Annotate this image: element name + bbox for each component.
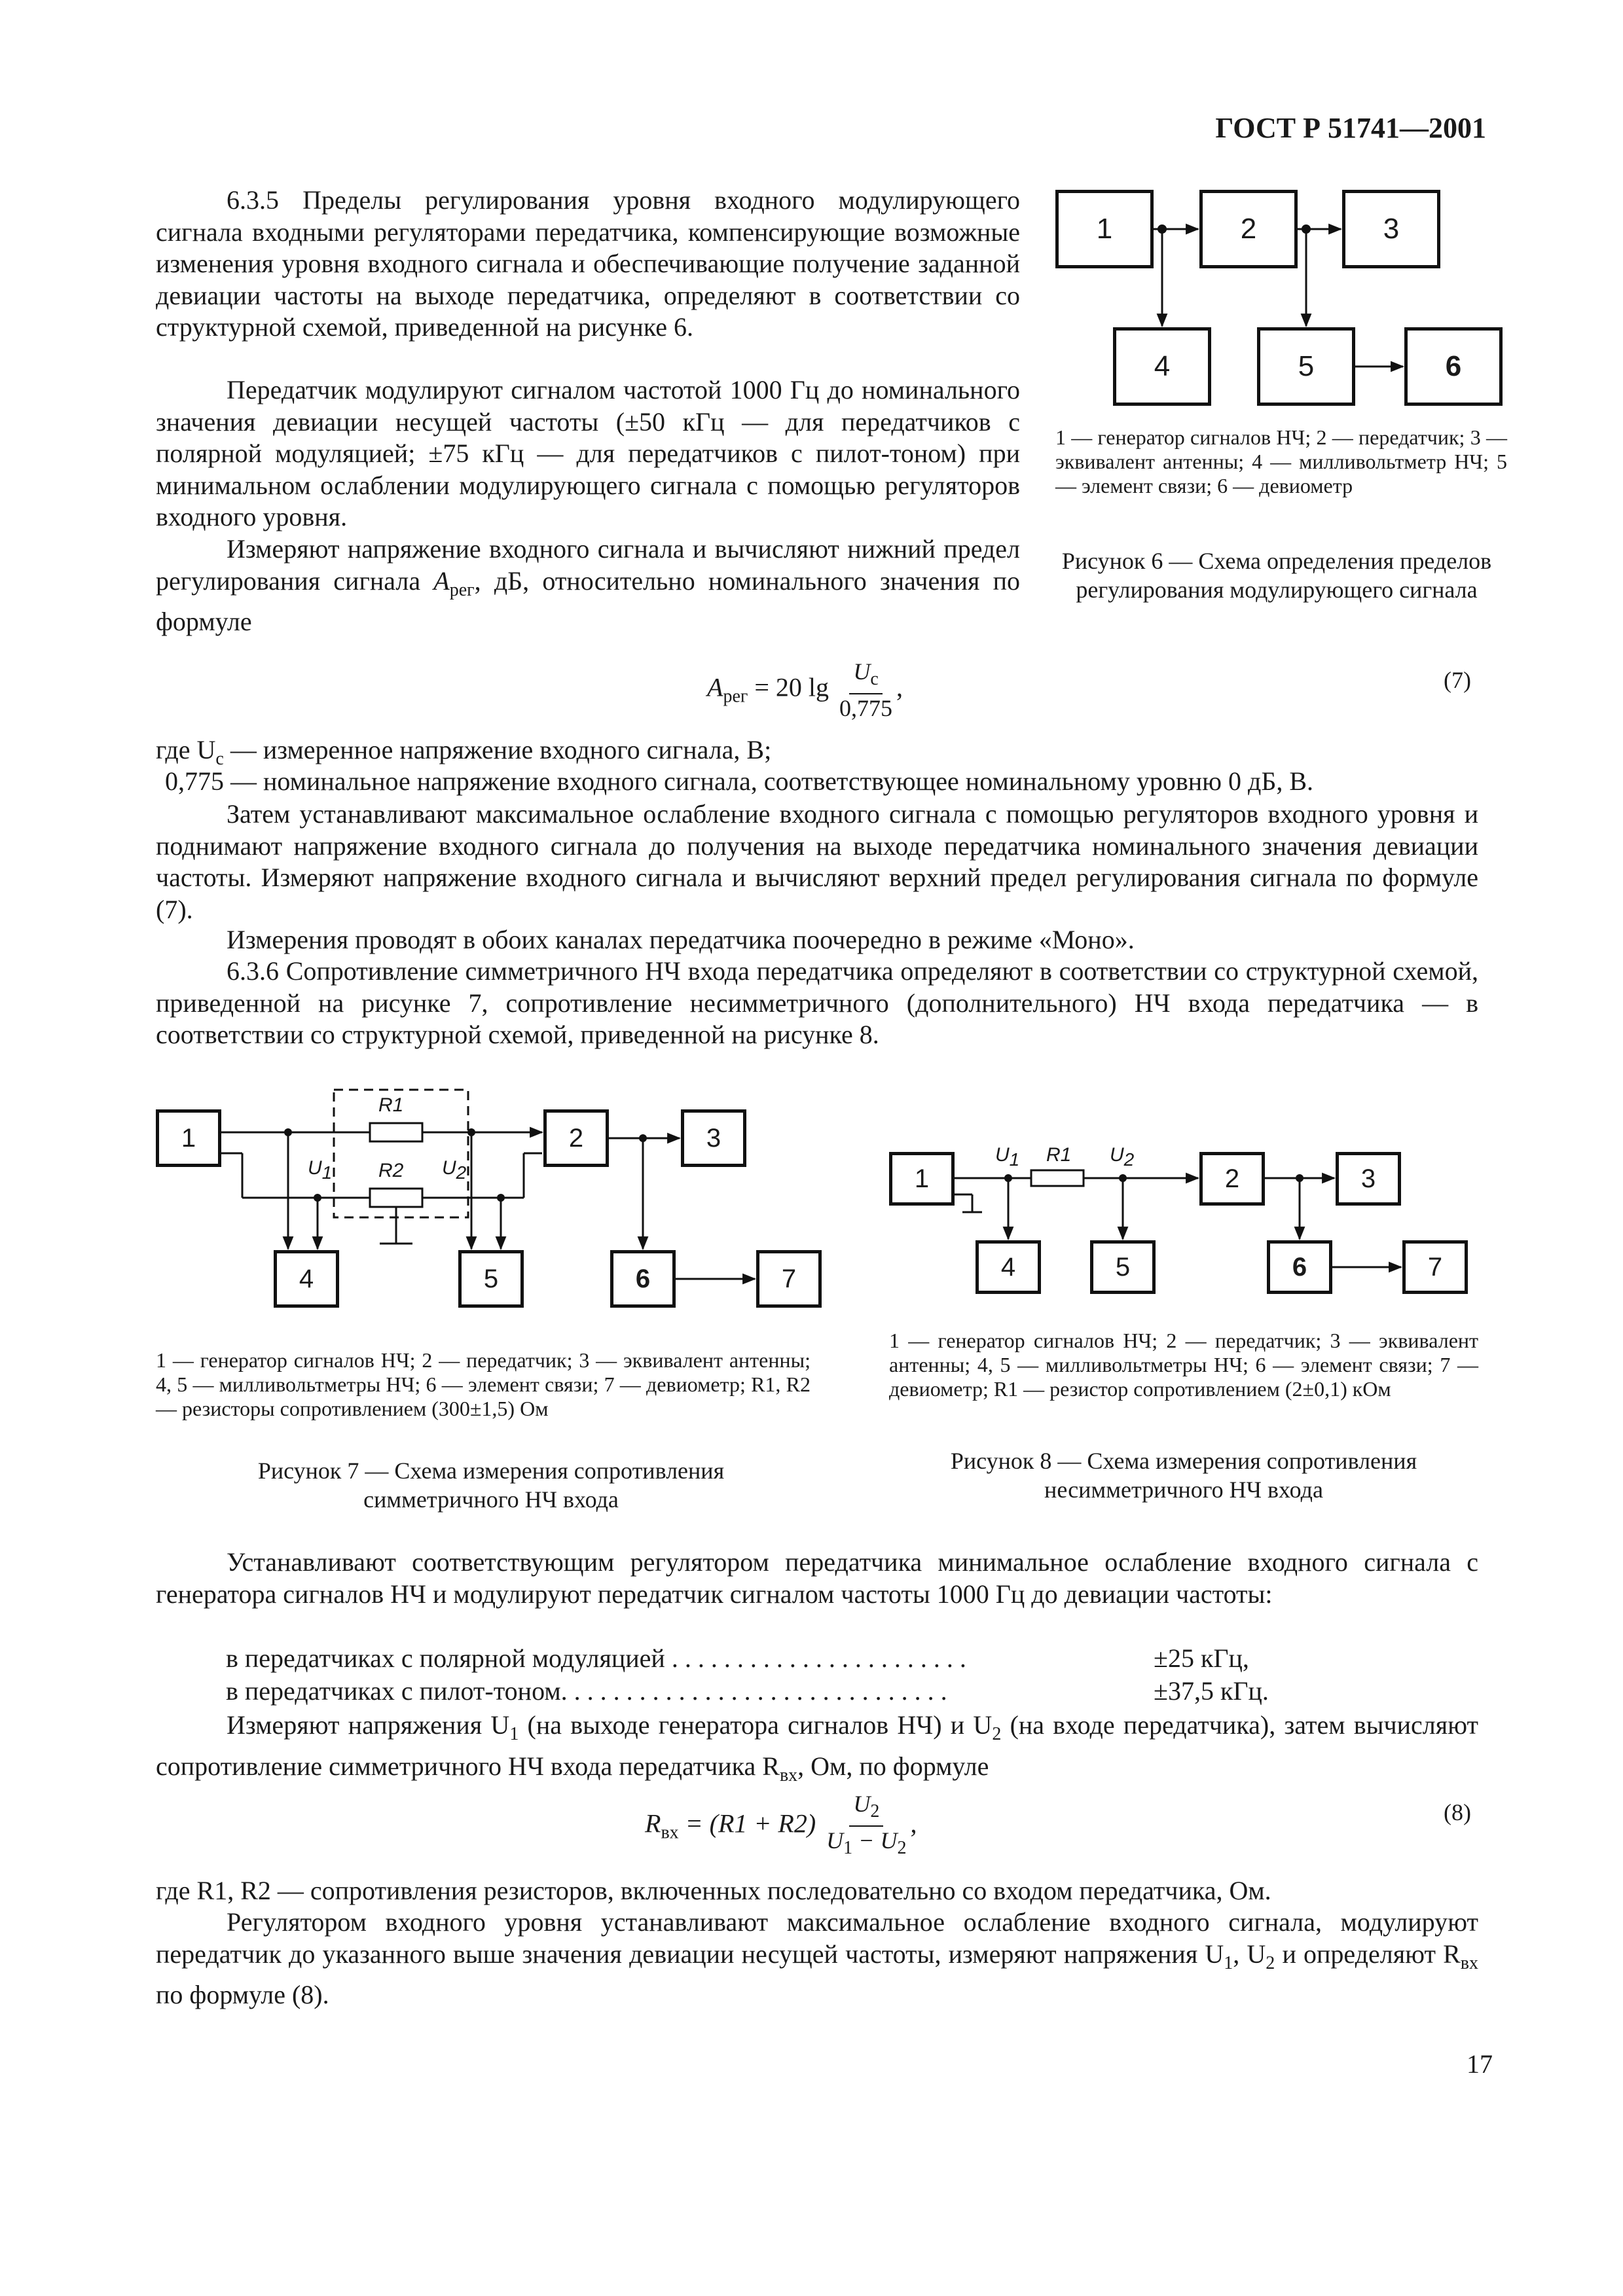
final-a-sub: 1 <box>1224 1952 1233 1973</box>
fig7-u1-text: U <box>308 1157 322 1179</box>
where7-line1-text: где U <box>156 735 216 764</box>
f7-den: 0,775 <box>839 695 893 722</box>
fig8-label-r1: R1 <box>1046 1144 1072 1166</box>
where7-line2: 0,775 — номинальное напряжение входного сигнала, соответствующее номинальному уровню 0 дБ, В. <box>165 766 1314 796</box>
fig7-u2-sub: 2 <box>456 1162 467 1183</box>
fig7-caption: Рисунок 7 — Схема измерения сопротивления симметричного НЧ входа <box>257 1458 725 1513</box>
paragraph-measure-u <box>156 1710 1478 1791</box>
fig7-box-2: 2 <box>543 1109 609 1167</box>
final-d: по формуле (8). <box>156 1980 329 2009</box>
item1-label: в передатчиках с полярной модуляцией <box>226 1643 665 1673</box>
p3-text: Измеряют напряжение входного сигнала и вычисляют нижний предел регулирования сигнала <box>156 534 1020 596</box>
where7-line1-sub: с <box>215 749 224 769</box>
fig7-legend: 1 — генератор сигналов НЧ; 2 — передатчик; 3 — эквивалент антенны; 4, 5 — милливольтметры НЧ; 6 — элемент связи; 7 — девиометр; R1, R2 — резисторы сопротивлением (300±1,5) Ом <box>156 1348 811 1420</box>
f8-tail: , <box>910 1808 917 1839</box>
fig7-label-r1: R1 <box>378 1094 404 1116</box>
f8-num-sub: 2 <box>870 1801 880 1822</box>
f8-den-a: U <box>826 1827 844 1854</box>
p2a-sub: 1 <box>509 1724 519 1744</box>
fig8-box-5: 5 <box>1090 1240 1156 1294</box>
fig8-u1-text: U <box>995 1144 1010 1166</box>
fig8-label-u1 <box>995 1144 1019 1170</box>
fig8-legend: 1 — генератор сигналов НЧ; 2 — передатчик; 3 — эквивалент антенны; 4, 5 — милливольтметры НЧ; 6 — элемент связи; 7 — девиометр; R1 — резистор сопротивлением (2±0,1) кОм <box>889 1329 1478 1401</box>
final-c-sub: вх <box>1460 1952 1478 1973</box>
final-b-sub: 2 <box>1266 1952 1275 1973</box>
fig6-box-5: 5 <box>1257 327 1355 406</box>
f8-den-b-sub: 2 <box>897 1838 907 1859</box>
item2-dots: . . . . . . . . . . . . . . . . . . . . . . . . . . . . . . <box>560 1676 947 1706</box>
f7-mid: = 20 lg <box>754 672 830 702</box>
fig7-box-5: 5 <box>458 1250 524 1308</box>
fig6-legend: 1 — генератор сигналов НЧ; 2 — передатчик; 3 — эквивалент антенны; 4 — милливольтметр НЧ; 5 — элемент связи; 6 — девиометр <box>1055 425 1507 497</box>
fig7-label-r2: R2 <box>378 1160 404 1181</box>
formula-8-number: (8) <box>1444 1799 1471 1825</box>
p2d: , Ом, по формуле <box>797 1751 989 1781</box>
fig8-box-2: 2 <box>1199 1152 1265 1206</box>
document-header: ГОСТ Р 51741—2001 <box>1215 112 1486 144</box>
fig7-u1-sub: 1 <box>321 1162 333 1183</box>
fig8-u2-sub: 2 <box>1123 1149 1135 1170</box>
page-number: 17 <box>1467 2049 1493 2079</box>
final-a: Регулятором входного уровня устанавливают максимальное ослабление входного сигнала, модулируют передатчик до указанного выше значения девиации несущей частоты, измеряют напряжения U <box>156 1907 1478 1969</box>
fig6-box-4: 4 <box>1113 327 1211 406</box>
fig7-u2-text: U <box>442 1157 456 1179</box>
fig8-box-4: 4 <box>976 1240 1041 1294</box>
deviation-item-1-value: ±25 кГц, <box>1154 1643 1249 1673</box>
item1-dots: . . . . . . . . . . . . . . . . . . . . . . . <box>665 1643 966 1673</box>
f8-fraction <box>826 1790 906 1862</box>
deviation-item-1 <box>226 1643 966 1674</box>
fig7-box-1: 1 <box>156 1109 221 1167</box>
final-b: , U <box>1233 1939 1266 1969</box>
fig8-label-u2 <box>1110 1144 1134 1170</box>
p2c-sub: вх <box>779 1765 798 1785</box>
paragraph-6-3-6: 6.3.6 Сопротивление симметричного НЧ входа передатчика определяют в соответствии со структурной схемой, приведенной на рисунке 7, сопротивление несимметричного (дополнительного) НЧ входа передатчика — в соответствии со структурной схемой, приведенной на рисунке 8. <box>156 956 1478 1049</box>
fig7-box-6: 6 <box>610 1250 676 1308</box>
paragraph-set-deviation: Устанавливают соответствующим регулятором передатчика минимальное ослабление входного сигнала с генератора сигналов НЧ и модулируют передатчик сигналом частоты 1000 Гц до девиации частоты: <box>156 1547 1478 1609</box>
p3-tail: , дБ, относительно номинального значения по формуле <box>156 565 1021 636</box>
p2b-sub: 2 <box>992 1724 1002 1744</box>
fig8-box-6: 6 <box>1267 1240 1332 1294</box>
fig6-box-3: 3 <box>1342 190 1440 268</box>
f8-num: U <box>853 1791 871 1817</box>
f8-lhs: R <box>645 1808 661 1839</box>
paragraph-upper-limit: Затем устанавливают максимальное ослабление входного сигнала с помощью регуляторов входного уровня и поднимают напряжение входного сигнала до получения на выходе передатчика номинального значения девиации частоты. Измеряют напряжение входного сигнала и вычисляют верхний предел регулирования сигнала по формуле (7). <box>156 799 1478 924</box>
f8-den-a-sub: 1 <box>843 1838 853 1859</box>
fig6-box-6: 6 <box>1404 327 1503 406</box>
p2c: (на входе передатчика), затем вычисляют сопротивление симметричного НЧ входа передатчика R <box>156 1710 1478 1781</box>
p2a: Измеряют напряжения U <box>227 1710 510 1740</box>
fig6-box-2: 2 <box>1199 190 1298 268</box>
f7-lhs-sub: рег <box>723 686 748 707</box>
formula-8 <box>645 1790 917 1862</box>
f8-mid: = (R1 + R2) <box>685 1808 816 1839</box>
paragraph-mono: Измерения проводят в обоих каналах передатчика поочередно в режиме «Моно». <box>227 925 1135 954</box>
fig8-u2-text: U <box>1110 1144 1124 1166</box>
final-c: и определяют R <box>1275 1939 1461 1969</box>
where7-line1-tail: — измеренное напряжение входного сигнала, В; <box>223 735 772 764</box>
fig8-box-3: 3 <box>1336 1152 1401 1206</box>
fig8-caption: Рисунок 8 — Схема измерения сопротивления несимметричного НЧ входа <box>950 1448 1417 1503</box>
fig8-box-7: 7 <box>1402 1240 1468 1294</box>
fig7-box-3: 3 <box>681 1109 746 1167</box>
fig8-u1-sub: 1 <box>1009 1149 1020 1170</box>
p2b: (на выходе генератора сигналов НЧ) и U <box>519 1710 993 1740</box>
f8-lhs-sub: вх <box>661 1822 679 1843</box>
item2-label: в передатчиках с пилот-тоном <box>226 1676 561 1706</box>
fig8-box-1: 1 <box>889 1152 955 1206</box>
fig6-caption: Рисунок 6 — Схема определения пределов регулирования модулирующего сигнала <box>1061 548 1492 603</box>
f7-num: U <box>853 658 871 685</box>
deviation-item-2 <box>226 1676 947 1707</box>
paragraph-6-3-5: 6.3.5 Пределы регулирования уровня входного модулирующего сигнала входными регуляторами передатчика, компенсирующие возможные изменения уровня входного сигнала и обеспечивающие получение заданной девиации частоты на выходе передатчика, определяют в соответствии со структурной схемой, приведенной на рисунке 6. <box>156 185 1020 342</box>
f7-tail: , <box>896 672 903 702</box>
deviation-item-2-value: ±37,5 кГц. <box>1154 1676 1269 1706</box>
formula-7-number: (7) <box>1444 667 1471 693</box>
fig6-box-1: 1 <box>1055 190 1154 268</box>
fig7-box-4: 4 <box>274 1250 339 1308</box>
p3-symbol: A <box>433 565 450 596</box>
where8-line: где R1, R2 — сопротивления резисторов, включенных последовательно со входом передатчика, Ом. <box>156 1876 1271 1905</box>
f7-num-sub: с <box>870 669 879 690</box>
paragraph-final <box>156 1907 1478 2011</box>
f7-lhs: A <box>707 672 723 702</box>
f8-den-mid: − U <box>852 1827 898 1854</box>
fig7-box-7: 7 <box>756 1250 822 1308</box>
p3-sub: рег <box>449 579 475 600</box>
paragraph-modulation: Передатчик модулируют сигналом частотой 1000 Гц до номинального значения девиации несущей частоты (±50 кГц — для передатчиков с полярной модуляцией; ±75 кГц — для передатчиков с пилот-тоном) при минимальном ослаблении модулирующего сигнала с помощью регуляторов входного уровня. <box>156 375 1020 531</box>
